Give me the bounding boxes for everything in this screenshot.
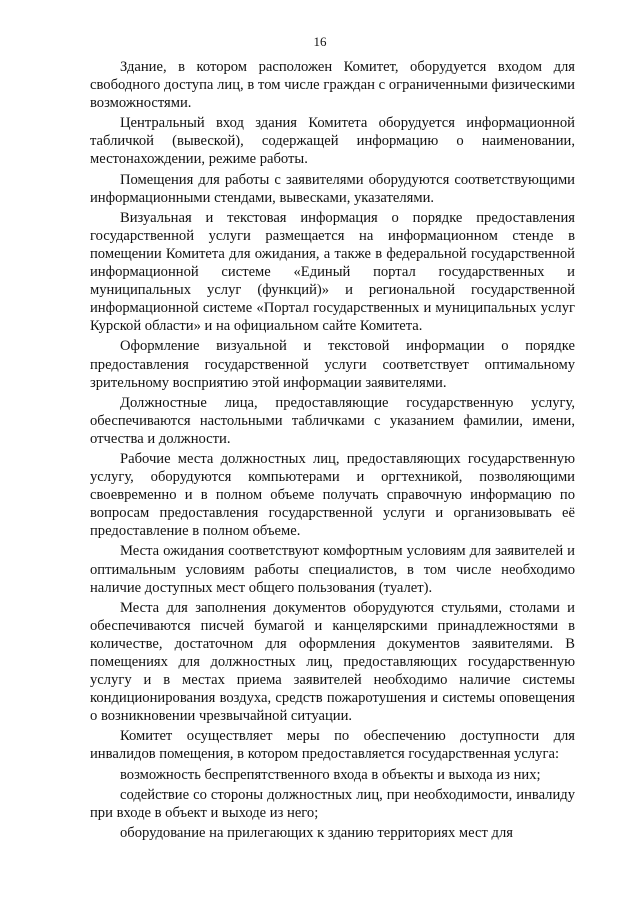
paragraph: Помещения для работы с заявителями оборудуются соответствующими информационными стендами, вывесками, указателями. xyxy=(90,171,575,206)
list-item: оборудование на прилегающих к зданию территориях мест для xyxy=(120,824,513,841)
paragraph: Места ожидания соответствуют комфортным условиям для заявителей и оптимальным условиям работы специалистов, в том числе необходимо наличие доступных мест общего пользования (туалет). xyxy=(90,543,575,596)
paragraph: Рабочие места должностных лиц, предоставляющих государственную услугу, оборудуются компьютерами и оргтехникой, позволяющими своевременно и в полном объеме получать справочную информацию по вопросам предоставления государственной услуги и организовывать её предоставление в полном объеме. xyxy=(90,450,575,540)
paragraph: Комитет осуществляет меры по обеспечению доступности для инвалидов помещения, в котором предоставляется государственная услуга: xyxy=(90,728,575,763)
list-item: содействие со стороны должностных лиц, при необходимости, инвалиду при входе в объект и выходе из него; xyxy=(90,786,575,821)
paragraph: Здание, в котором расположен Комитет, оборудуется входом для свободного доступа лиц, в том числе граждан с ограниченными физическими возможностями. xyxy=(90,59,575,112)
page-number: 16 xyxy=(313,34,327,49)
list-item: возможность беспрепятственного входа в объекты и выхода из них; xyxy=(120,766,541,783)
paragraph: Оформление визуальной и текстовой информации о порядке предоставления государственной услуги соответствует оптимальному зрительному восприятию этой информации заявителями. xyxy=(90,338,575,391)
paragraph: Центральный вход здания Комитета оборудуется информационной табличкой (вывеской), содержащей информацию о наименовании, местонахождении, режиме работы. xyxy=(90,115,575,168)
paragraph: Визуальная и текстовая информация о порядке предоставления государственной услуги размещается на информационном стенде в помещении Комитета для ожидания, а также в федеральной государственной информационной системе «Единый портал государственных и муниципальных услуг (функций)» и региональной государственной информационной системе «Портал государственных и муниципальных услуг Курской области» и на официальном сайте Комитета. xyxy=(90,209,575,335)
paragraph: Места для заполнения документов оборудуются стульями, столами и обеспечиваются писчей бумагой и канцелярскими принадлежностями в количестве, достаточном для оформления документов заявителями. В помещениях для должностных лиц, предоставляющих государственную услугу и в местах приема заявителей необходимо наличие системы кондиционирования воздуха, средств пожаротушения и системы оповещения о возникновении чрезвычайной ситуации. xyxy=(90,599,575,725)
paragraph: Должностные лица, предоставляющие государственную услугу, обеспечиваются настольными табличками с указанием фамилии, имени, отчества и должности. xyxy=(90,394,575,447)
document-body xyxy=(90,58,575,844)
